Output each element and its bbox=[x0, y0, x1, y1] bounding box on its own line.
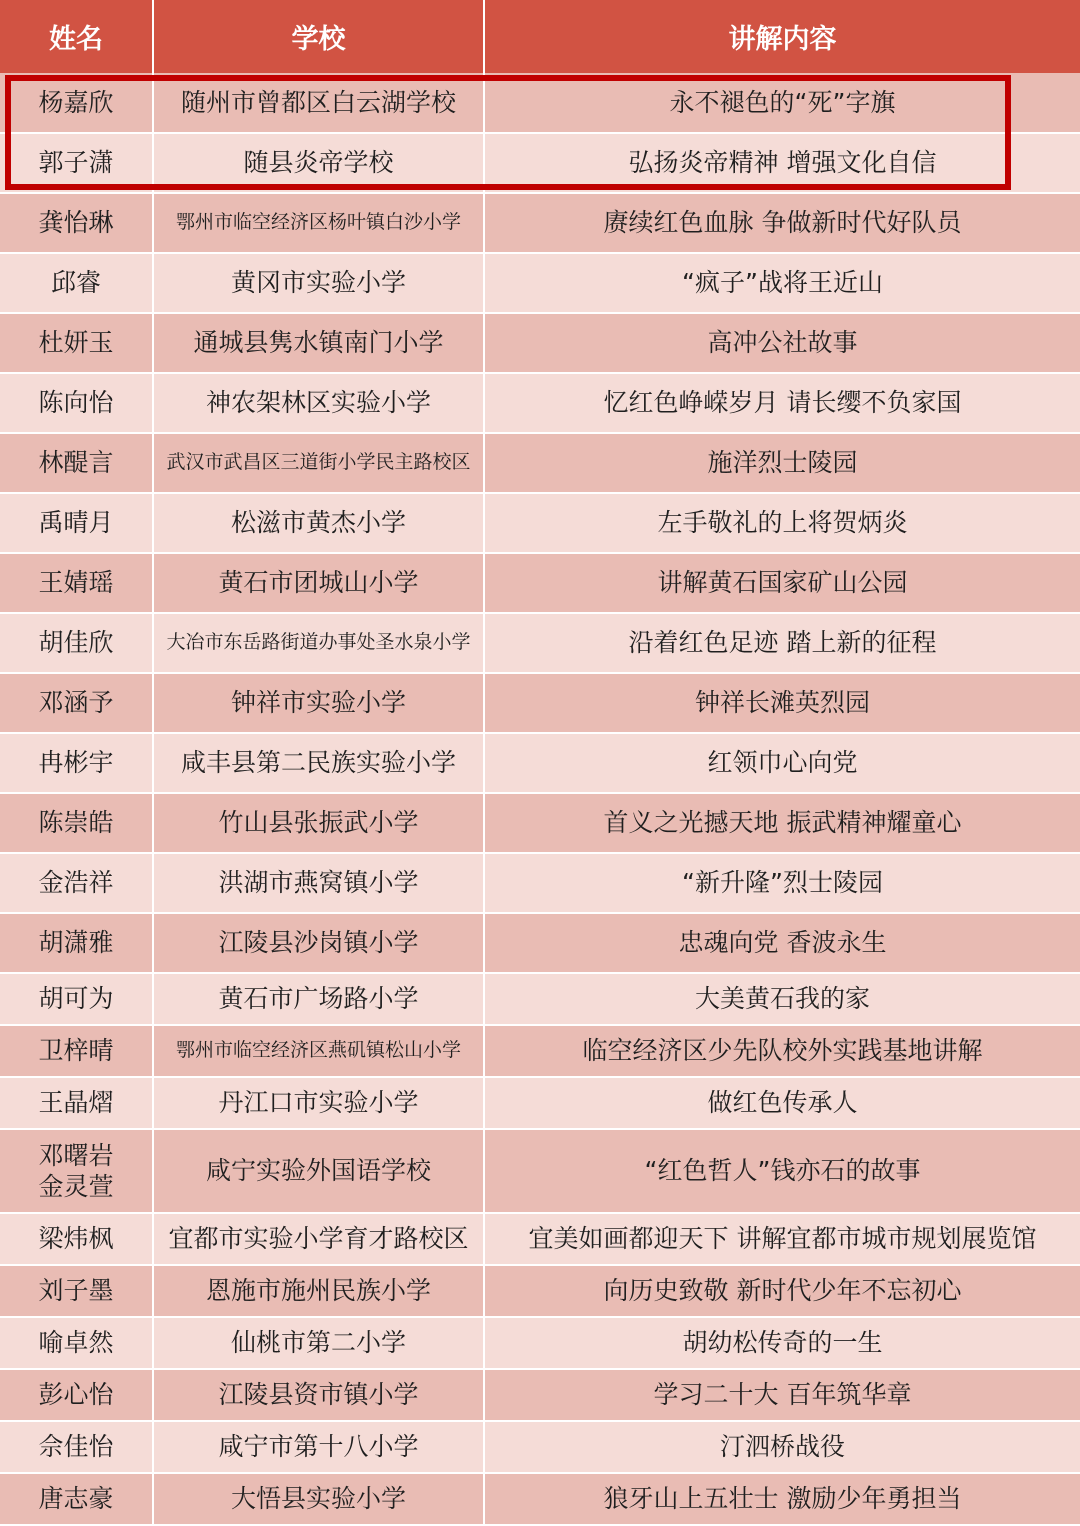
cell-content: 学习二十大 百年筑华章 bbox=[484, 1369, 1080, 1421]
cell-name: 禹晴月 bbox=[0, 493, 153, 553]
cell-school: 鄂州市临空经济区燕矶镇松山小学 bbox=[153, 1025, 484, 1077]
cell-name: 邓曙岩 bbox=[38, 1140, 114, 1170]
cell-school: 钟祥市实验小学 bbox=[153, 673, 484, 733]
cell-school: 咸宁市第十八小学 bbox=[153, 1421, 484, 1473]
cell-content: 弘扬炎帝精神 增强文化自信 bbox=[484, 133, 1080, 193]
cell-content: “新升隆”烈士陵园 bbox=[484, 853, 1080, 913]
cell-content: 钟祥长滩英烈园 bbox=[484, 673, 1080, 733]
table-row bbox=[0, 1421, 1080, 1473]
cell-school: 鄂州市临空经济区杨叶镇白沙小学 bbox=[153, 193, 484, 253]
cell-name: 邓涵予 bbox=[0, 673, 153, 733]
cell-name: 彭心怡 bbox=[0, 1369, 153, 1421]
table-row bbox=[0, 1317, 1080, 1369]
cell-content: 施洋烈士陵园 bbox=[484, 433, 1080, 493]
table-row bbox=[0, 613, 1080, 673]
cell-name: 杨嘉欣 bbox=[0, 73, 153, 133]
table-row bbox=[0, 1129, 1080, 1213]
cell-content: 汀泗桥战役 bbox=[484, 1421, 1080, 1473]
table-row bbox=[0, 913, 1080, 973]
cell-name-pair bbox=[0, 1129, 153, 1213]
table-row bbox=[0, 733, 1080, 793]
table-row bbox=[0, 1213, 1080, 1265]
cell-name: 唐志豪 bbox=[0, 1473, 153, 1525]
table-row bbox=[0, 73, 1080, 133]
cell-school: 洪湖市燕窝镇小学 bbox=[153, 853, 484, 913]
cell-content: “疯子”战将王近山 bbox=[484, 253, 1080, 313]
cell-name: 冉彬宇 bbox=[0, 733, 153, 793]
table-row bbox=[0, 553, 1080, 613]
table-row bbox=[0, 433, 1080, 493]
cell-content: 宜美如画都迎天下 讲解宜都市城市规划展览馆 bbox=[484, 1213, 1080, 1265]
cell-name: 王晶熠 bbox=[0, 1077, 153, 1129]
cell-name: 梁炜枫 bbox=[0, 1213, 153, 1265]
cell-content: 沿着红色足迹 踏上新的征程 bbox=[484, 613, 1080, 673]
cell-school: 恩施市施州民族小学 bbox=[153, 1265, 484, 1317]
cell-name: 胡佳欣 bbox=[0, 613, 153, 673]
cell-content: 临空经济区少先队校外实践基地讲解 bbox=[484, 1025, 1080, 1077]
table-row bbox=[0, 1369, 1080, 1421]
cell-content: 红领巾心向党 bbox=[484, 733, 1080, 793]
cell-school: 武汉市武昌区三道街小学民主路校区 bbox=[153, 433, 484, 493]
cell-school: 黄石市团城山小学 bbox=[153, 553, 484, 613]
cell-name: 喻卓然 bbox=[0, 1317, 153, 1369]
cell-school: 大冶市东岳路街道办事处圣水泉小学 bbox=[153, 613, 484, 673]
cell-name: 刘子墨 bbox=[0, 1265, 153, 1317]
cell-content: “红色哲人”钱亦石的故事 bbox=[484, 1129, 1080, 1213]
table-row bbox=[0, 493, 1080, 553]
cell-name: 胡可为 bbox=[0, 973, 153, 1025]
table-row bbox=[0, 973, 1080, 1025]
cell-name: 郭子潇 bbox=[0, 133, 153, 193]
table-header-row bbox=[0, 0, 1080, 73]
cell-content: 高冲公社故事 bbox=[484, 313, 1080, 373]
cell-name: 金浩祥 bbox=[0, 853, 153, 913]
table-row bbox=[0, 373, 1080, 433]
cell-content: 胡幼松传奇的一生 bbox=[484, 1317, 1080, 1369]
cell-name: 林醍言 bbox=[0, 433, 153, 493]
cell-name: 王婧瑶 bbox=[0, 553, 153, 613]
cell-school: 咸宁实验外国语学校 bbox=[153, 1129, 484, 1213]
header-school: 学校 bbox=[153, 0, 484, 73]
header-content: 讲解内容 bbox=[484, 0, 1080, 73]
cell-name: 佘佳怡 bbox=[0, 1421, 153, 1473]
table-row bbox=[0, 1077, 1080, 1129]
cell-school: 黄冈市实验小学 bbox=[153, 253, 484, 313]
cell-name: 陈崇皓 bbox=[0, 793, 153, 853]
cell-school: 丹江口市实验小学 bbox=[153, 1077, 484, 1129]
cell-content: 左手敬礼的上将贺炳炎 bbox=[484, 493, 1080, 553]
cell-school: 宜都市实验小学育才路校区 bbox=[153, 1213, 484, 1265]
cell-content: 赓续红色血脉 争做新时代好队员 bbox=[484, 193, 1080, 253]
cell-content: 永不褪色的“死”字旗 bbox=[484, 73, 1080, 133]
cell-school: 松滋市黄杰小学 bbox=[153, 493, 484, 553]
cell-content: 忠魂向党 香波永生 bbox=[484, 913, 1080, 973]
cell-name: 邱睿 bbox=[0, 253, 153, 313]
cell-content: 大美黄石我的家 bbox=[484, 973, 1080, 1025]
header-name: 姓名 bbox=[0, 0, 153, 73]
cell-content: 首义之光撼天地 振武精神耀童心 bbox=[484, 793, 1080, 853]
table-row bbox=[0, 1265, 1080, 1317]
table-row bbox=[0, 1473, 1080, 1525]
cell-content: 讲解黄石国家矿山公园 bbox=[484, 553, 1080, 613]
table-row bbox=[0, 193, 1080, 253]
cell-school: 咸丰县第二民族实验小学 bbox=[153, 733, 484, 793]
table-row bbox=[0, 1025, 1080, 1077]
cell-school: 黄石市广场路小学 bbox=[153, 973, 484, 1025]
table-row bbox=[0, 673, 1080, 733]
cell-name: 陈向怡 bbox=[0, 373, 153, 433]
cell-school: 仙桃市第二小学 bbox=[153, 1317, 484, 1369]
cell-name: 卫梓晴 bbox=[0, 1025, 153, 1077]
cell-name: 龚怡琳 bbox=[0, 193, 153, 253]
cell-name: 胡潇雅 bbox=[0, 913, 153, 973]
cell-content: 做红色传承人 bbox=[484, 1077, 1080, 1129]
table-row bbox=[0, 253, 1080, 313]
table-row bbox=[0, 793, 1080, 853]
cell-school: 江陵县资市镇小学 bbox=[153, 1369, 484, 1421]
cell-school: 大悟县实验小学 bbox=[153, 1473, 484, 1525]
table-body bbox=[0, 73, 1080, 1525]
cell-content: 向历史致敬 新时代少年不忘初心 bbox=[484, 1265, 1080, 1317]
cell-content: 忆红色峥嵘岁月 请长缨不负家国 bbox=[484, 373, 1080, 433]
table-row bbox=[0, 133, 1080, 193]
cell-name-second: 金灵萱 bbox=[38, 1172, 114, 1201]
cell-school: 随县炎帝学校 bbox=[153, 133, 484, 193]
cell-school: 随州市曾都区白云湖学校 bbox=[153, 73, 484, 133]
cell-content: 狼牙山上五壮士 激励少年勇担当 bbox=[484, 1473, 1080, 1525]
cell-school: 江陵县沙岗镇小学 bbox=[153, 913, 484, 973]
table-row bbox=[0, 853, 1080, 913]
cell-name: 杜妍玉 bbox=[0, 313, 153, 373]
cell-school: 竹山县张振武小学 bbox=[153, 793, 484, 853]
cell-school: 通城县隽水镇南门小学 bbox=[153, 313, 484, 373]
cell-school: 神农架林区实验小学 bbox=[153, 373, 484, 433]
table-row bbox=[0, 313, 1080, 373]
